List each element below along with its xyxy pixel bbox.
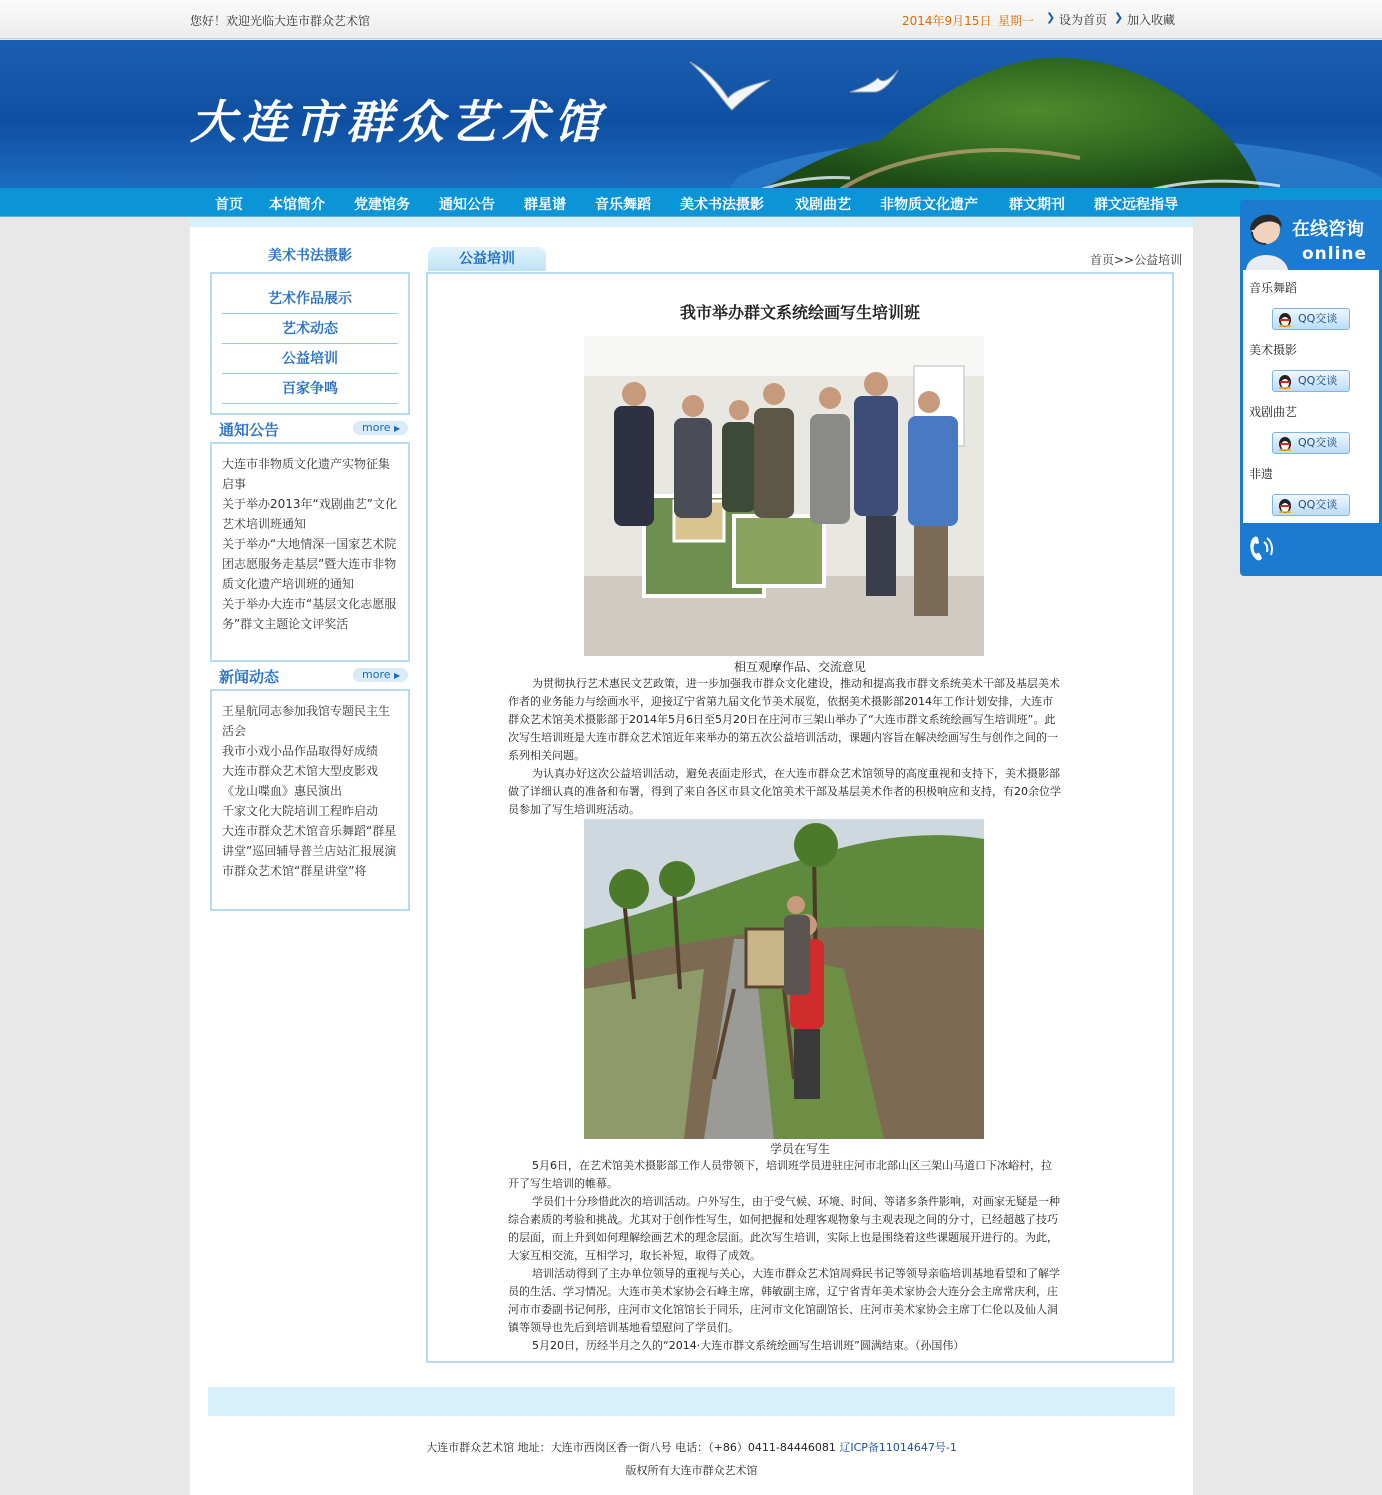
article-box <box>426 272 1174 1363</box>
article-paragraph: 培训活动得到了主办单位领导的重视与关心，大连市群众艺术馆周舜民书记等领导亲临培训基地看望和了解学员的生活、学习情况。大连市美术家协会石峰主席，韩敏副主席，辽宁省青年美术家协会大连分会主席常庆利，庄河市市委副书记何彤，庄河市文化馆馆长于同乐，庄河市文化馆副馆长、庄河市美术家协会主席丁仁伦以及仙人洞镇等领导也先后到培训基地看望慰问了学员们。 <box>508 1267 1060 1334</box>
seagull-icon <box>690 62 898 110</box>
sidebar <box>210 245 410 878</box>
top-strip <box>190 217 1193 227</box>
nav-notices[interactable]: 通知公告 <box>439 197 495 213</box>
set-home-label: 设为首页 <box>1059 13 1108 27</box>
qq-penguin-icon <box>1278 498 1292 513</box>
article-paragraph: 为贯彻执行艺术惠民文艺政策，进一步加强我市群众文化建设，推动和提高我市群文系统美术干部及基层美术作者的业务能力与绘画水平，迎接辽宁省第九届文化节美术展览，依据美术摄影部2014年工作计划安排，大连市群众艺术馆美术摄影部于2014年5月6日至5月20日在庄河市三架山举办了“大连市群文系统绘画写生培训班”。此次写生培训班是大连市群众艺术馆近年来举办的第五次公益培训活动，课题内容旨在解决绘画写生与创作之间的一系列相关问题。 <box>508 677 1060 762</box>
chevron-right-icon: ❯ <box>1046 11 1056 24</box>
footer-info <box>190 1439 1193 1455</box>
consult-groups <box>1243 270 1379 523</box>
welcome-text: 您好！欢迎光临大连市群众艺术馆 <box>190 14 371 28</box>
set-home-link[interactable] <box>1046 11 1107 28</box>
sidebar-section-title: 美术书法摄影 <box>268 248 352 264</box>
photo-caption: 学员在写生 <box>769 1142 830 1156</box>
sidebar-item-public-training[interactable]: 公益培训 <box>222 344 398 374</box>
qq-chat-label: QQ交谈 <box>1298 498 1338 511</box>
online-consult-panel <box>1240 200 1382 576</box>
list-item[interactable]: 关于举办2013年“戏剧曲艺”文化艺术培训班通知 <box>222 497 397 531</box>
add-favorite-label: 加入收藏 <box>1127 13 1176 27</box>
article-title: 我市举办群文系统绘画写生培训班 <box>679 303 920 322</box>
article-paragraph: 5月6日，在艺术馆美术摄影部工作人员带领下，培训班学员进驻庄河市北部山区三架山马道口下冰峪村，拉开了写生培训的帷幕。 <box>508 1159 1052 1190</box>
main-navigation <box>0 188 1382 217</box>
consult-group-label: 戏剧曲艺 <box>1249 405 1298 419</box>
triangle-right-icon: ▶ <box>394 671 401 680</box>
sidebar-item-art-works[interactable]: 艺术作品展示 <box>222 284 398 314</box>
article-paragraph: 5月20日，历经半月之久的“2014·大连市群文系统绘画写生培训班”圆满结束。（孙国伟） <box>532 1339 965 1352</box>
qq-chat-label: QQ交谈 <box>1298 312 1338 325</box>
photo-group-viewing <box>584 336 984 656</box>
qq-chat-button[interactable] <box>1272 370 1350 392</box>
notices-more-button[interactable] <box>353 421 408 435</box>
icp-link[interactable]: 辽ICP备11014647号-1 <box>839 1441 957 1454</box>
qq-penguin-icon <box>1278 436 1292 451</box>
list-item[interactable]: 市群众艺术馆“群星讲堂”将 <box>222 864 367 878</box>
list-item[interactable]: 千家文化大院培训工程昨启动 <box>222 804 379 818</box>
nav-art-photo[interactable]: 美术书法摄影 <box>680 197 764 213</box>
photo-outdoor-sketching <box>584 819 984 1139</box>
news-header <box>210 664 410 688</box>
qq-penguin-icon <box>1278 312 1292 327</box>
nav-stars[interactable]: 群星谱 <box>524 197 566 213</box>
footer-address: 地址：大连市西岗区香一街八号 <box>517 1441 672 1454</box>
news-more-button[interactable] <box>353 668 408 682</box>
footer-phone: 电话：（+86）0411-84446081 <box>675 1441 836 1454</box>
nav-heritage[interactable]: 非物质文化遗产 <box>880 197 978 213</box>
tab-public-training[interactable]: 公益培训 <box>428 247 546 271</box>
current-date: 2014年9月15日 <box>902 14 992 28</box>
consult-group-label: 音乐舞蹈 <box>1249 281 1298 295</box>
breadcrumb[interactable]: 首页>>公益培训 <box>1090 253 1183 267</box>
news-title: 新闻动态 <box>219 668 280 686</box>
article-paragraph: 为认真办好这次公益培训活动，避免表面走形式，在大连市群众艺术馆领导的高度重视和支持下，美术摄影部做了详细认真的准备和布署，得到了来自各区市县文化馆美术干部及基层美术作者的积极响应和支持，有20余位学员参加了写生培训班活动。 <box>508 767 1061 816</box>
qq-penguin-icon <box>1278 374 1292 389</box>
more-label: more <box>362 421 391 434</box>
consult-group-label: 非遗 <box>1249 467 1274 481</box>
sidebar-menu <box>210 272 410 415</box>
qq-chat-label: QQ交谈 <box>1298 436 1338 449</box>
phone-icon <box>1247 534 1275 564</box>
content-wrapper <box>190 217 1193 1495</box>
support-agent-icon <box>1242 200 1292 270</box>
consult-title-en: online <box>1302 244 1368 264</box>
notices-header <box>210 417 410 441</box>
consult-title-cn: 在线咨询 <box>1292 219 1364 240</box>
list-item[interactable]: 我市小戏小品作品取得好成绩 <box>222 744 379 758</box>
nav-music-dance[interactable]: 音乐舞蹈 <box>595 197 651 213</box>
news-list <box>210 689 410 911</box>
qq-chat-button[interactable] <box>1272 308 1350 330</box>
sidebar-item-forum[interactable]: 百家争鸣 <box>222 374 398 404</box>
site-title: 大连市群众艺术馆 <box>190 95 606 149</box>
list-item[interactable]: 关于举办“大地情深一国家艺术院团志愿服务走基层”暨大连市非物质文化遗产培训班的通知 <box>222 537 397 591</box>
list-item[interactable]: 大连市非物质文化遗产实物征集启事 <box>222 457 391 491</box>
list-item[interactable]: 大连市群众艺术馆音乐舞蹈“群星讲堂”巡回辅导普兰店站汇报展演 <box>222 824 397 858</box>
list-item[interactable]: 大连市群众艺术馆大型皮影戏《龙山喋血》惠民演出 <box>222 764 379 798</box>
footer-org: 大连市群众艺术馆 <box>426 1441 515 1454</box>
article-paragraph: 学员们十分珍惜此次的培训活动。户外写生，由于受气候、环境、时间、等诸多条件影响，对画家无疑是一种综合素质的考验和挑战。尤其对于创作性写生，如何把握和处理客观物象与主观表现之间的分寸，已经超越了技巧的层面，而上升到如何理解绘画艺术的理念层面。此次写生培训，实际上也是围绕着这些课题展开进行的。为此，大家互相交流，互相学习，取长补短，取得了成效。 <box>508 1195 1060 1262</box>
nav-drama[interactable]: 戏剧曲艺 <box>795 197 851 213</box>
qq-chat-button[interactable] <box>1272 432 1350 454</box>
qq-chat-label: QQ交谈 <box>1298 374 1338 387</box>
current-weekday: 星期一 <box>998 14 1035 28</box>
nav-party-affairs[interactable]: 党建馆务 <box>354 197 410 213</box>
nav-home[interactable]: 首页 <box>215 197 243 213</box>
nav-remote-guidance[interactable]: 群文远程指导 <box>1094 197 1178 213</box>
triangle-right-icon: ▶ <box>394 424 401 433</box>
nav-journal[interactable]: 群文期刊 <box>1009 197 1065 213</box>
nav-about[interactable]: 本馆简介 <box>269 197 325 213</box>
chevron-right-icon: ❯ <box>1114 11 1124 24</box>
notices-title: 通知公告 <box>219 421 280 439</box>
consult-group-label: 美术摄影 <box>1249 343 1298 357</box>
notices-list <box>210 442 410 662</box>
list-item[interactable]: 王星航同志参加我馆专题民主生活会 <box>222 704 391 738</box>
list-item[interactable]: 关于举办大连市“基层文化志愿服务”群文主题论文评奖活 <box>222 597 397 631</box>
add-favorite-link[interactable] <box>1114 11 1175 28</box>
footer-copyright: 版权所有大连市群众艺术馆 <box>625 1464 758 1477</box>
consult-header <box>1240 200 1382 270</box>
top-bar <box>0 0 1382 39</box>
footer-bar <box>208 1387 1175 1416</box>
more-label: more <box>362 668 391 681</box>
sidebar-item-art-news[interactable]: 艺术动态 <box>222 314 398 344</box>
qq-chat-button[interactable] <box>1272 494 1350 516</box>
header-banner <box>0 40 1382 188</box>
photo-caption: 相互观摩作品、交流意见 <box>733 660 866 674</box>
